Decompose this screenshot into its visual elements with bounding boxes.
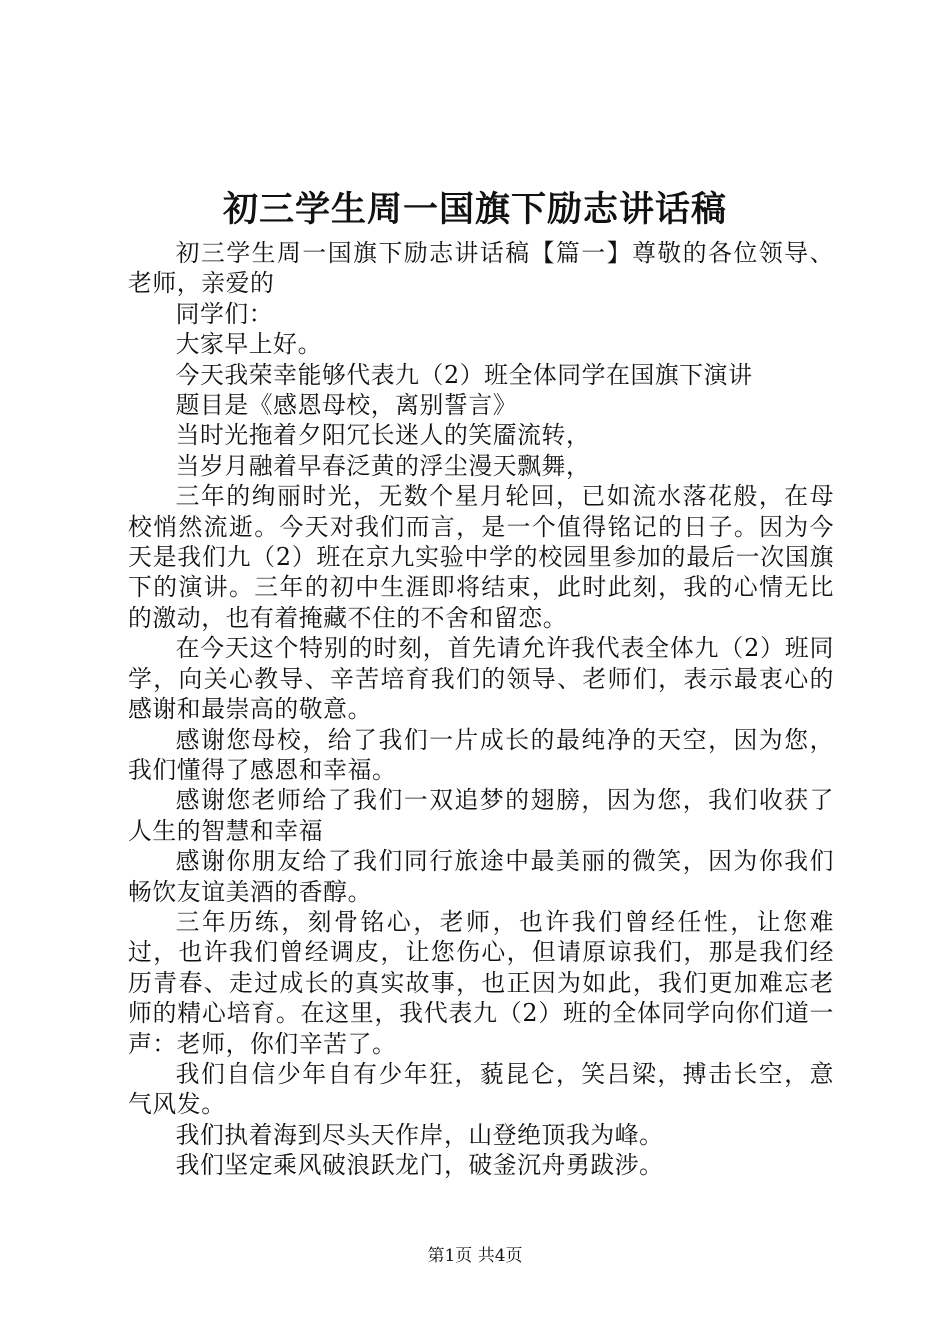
paragraph: 同学们：	[175, 299, 274, 328]
paragraph: 当岁月融着早春泛黄的浮尘漫天飘舞，	[175, 451, 591, 480]
paragraph: 在今天这个特别的时刻，首先请允许我代表全体九（2）班同学，向关心教导、辛苦培育我们的领导、老师们，表示最衷心的感谢和最崇高的敬意。	[128, 634, 834, 724]
paragraph: 感谢您老师给了我们一双追梦的翅膀，因为您，我们收获了人生的智慧和幸福	[128, 786, 834, 845]
paragraph: 我们自信少年自有少年狂，藐昆仑，笑吕梁，搏击长空，意气风发。	[128, 1059, 834, 1119]
paragraph: 三年历练，刻骨铭心，老师，也许我们曾经任性，让您难过，也许我们曾经调皮，让您伤心，但请原谅我们，那是我们经历青春、走过成长的真实故事，也正因为如此，我们更加难忘老师的精心培育。在这里，我代表九（2）班的全体同学向你们道一声：老师，你们辛苦了。	[128, 907, 834, 1058]
paragraph: 大家早上好。	[175, 330, 322, 359]
page-number-footer: 第1页 共4页	[427, 1246, 523, 1266]
paragraph: 当时光拖着夕阳冗长迷人的笑靥流转，	[175, 421, 591, 450]
document-body	[128, 238, 834, 1181]
paragraph: 今天我荣幸能够代表九（2）班全体同学在国旗下演讲	[175, 360, 753, 389]
paragraph: 题目是《感恩母校，离别誓言》	[175, 391, 518, 420]
paragraph: 我们坚定乘风破浪跃龙门，破釜沉舟勇跋涉。	[175, 1151, 664, 1180]
paragraph: 初三学生周一国旗下励志讲话稿【篇一】尊敬的各位领导、老师，亲爱的	[128, 239, 834, 298]
paragraph: 三年的绚丽时光，无数个星月轮回，已如流水落花般，在母校悄然流逝。今天对我们而言，是一个值得铭记的日子。因为今天是我们九（2）班在京九实验中学的校园里参加的最后一次国旗下的演讲。三年的初中生涯即将结束，此时此刻，我的心情无比的激动，也有着掩藏不住的不舍和留恋。	[128, 482, 834, 632]
paragraph: 感谢你朋友给了我们同行旅途中最美丽的微笑，因为你我们畅饮友谊美酒的香醇。	[128, 847, 834, 906]
document-title: 初三学生周一国旗下励志讲话稿	[222, 189, 727, 230]
paragraph: 感谢您母校，给了我们一片成长的最纯净的天空，因为您，我们懂得了感恩和幸福。	[128, 725, 834, 784]
paragraph: 我们执着海到尽头天作岸，山登绝顶我为峰。	[175, 1120, 664, 1149]
